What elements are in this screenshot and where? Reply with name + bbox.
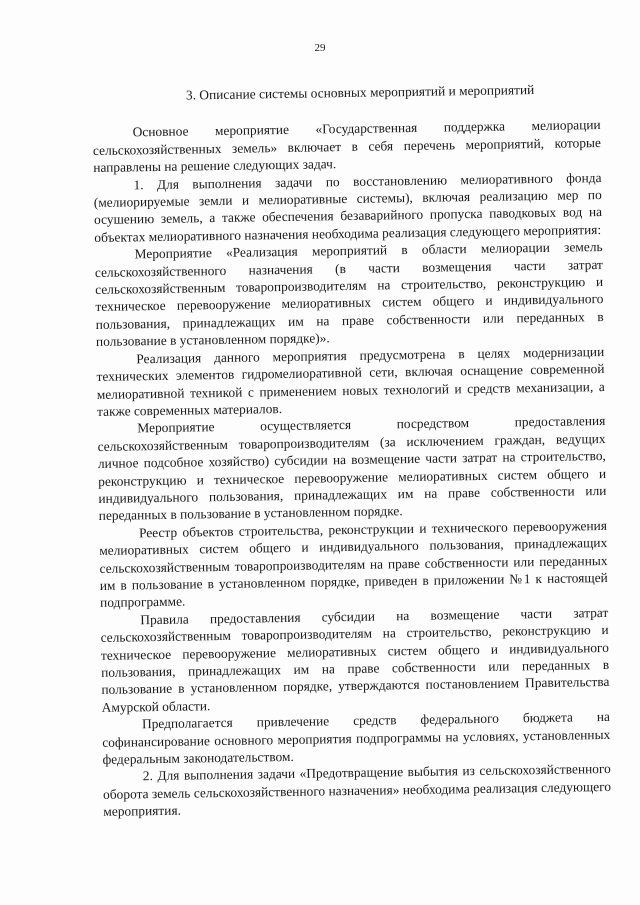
paragraph-registry: Реестр объектов строительства, реконструкции и технического перевооружения мелиоративных систем общего и индивидуального пользования, принадлежащих сельскохозяйственным товаропроизводителям на праве собственности или переданных им в пользование в установленном порядке, приведен в приложении №1 к настоящей подпрограмме. [99,517,608,611]
page-number: 29 [314,42,326,54]
document-body [92,80,611,821]
paragraph-task-2: 2. Для выполнения задачи «Предотвращение выбытия из сельскохозяйственного оборота земель сельскохозяйственного назначения» необходима реализация следующего мероприятия. [102,761,612,820]
paragraph-rules: Правила предоставления субсидии на возмещение части затрат сельскохозяйственным товаропроизводителям на строительство, реконструкцию и техническое перевооружение мелиоративных систем общего и индивидуального пользования, принадлежащих им на праве собственности или переданных в пользование в установленном порядке, утверждаются постановлением Правительства Амурской области. [100,604,610,715]
section-heading: 3. Описание системы основных мероприятий и мероприятий [185,82,535,103]
paragraph-implementation: Реализация данного мероприятия предусмотрена в целях модернизации технических элементов гидромелиоративной сети, включая оснащение современной мелиоративной техникой с применением новых технологий и средств механизации, а также современных материалов. [96,343,605,419]
paragraph-federal-budget: Предполагается привлечение средств федерального бюджета на софинансирование основного мероприятия подпрограммы на условиях, установленных федеральным законодательством. [102,709,611,767]
paragraph-main-activity: Основное мероприятие «Государственная поддержка мелиорации сельскохозяйственных земель» включает в себя перечень мероприятий, которые направлены на решение следующих задач. [92,117,602,176]
paragraph-subsidy: Мероприятие осуществляется посредством предоставления сельскохозяйственным товаропроизводителям (за исключением граждан, ведущих личное подсобное хозяйство) субсидии на возмещение части затрат на строительство, реконструкцию и техническое перевооружение мелиоративных систем общего и индивидуального пользования, принадлежащих им на праве собственности или переданных в пользование в установленном порядке. [97,413,607,524]
paragraph-activity-melioration: Мероприятие «Реализация мероприятий в области мелиорации земель сельскохозяйственного назначения (в части возмещения части затрат сельскохозяйственным товаропроизводителям на строительство, реконструкцию и техническое перевооружение мелиоративных систем общего и индивидуального пользования, принадлежащих им на праве собственности или переданных в пользование в установленном порядке)». [94,239,604,350]
paragraph-task-1: 1. Для выполнения задачи по восстановлению мелиоративного фонда (мелиорируемые земли и мелиоративные системы), включая реализацию мер по осушению земель, а также обеспечения безаварийного пропуска паводковых вод на объектах мелиоративного назначения необходима реализация следующего мероприятия: [93,169,603,245]
